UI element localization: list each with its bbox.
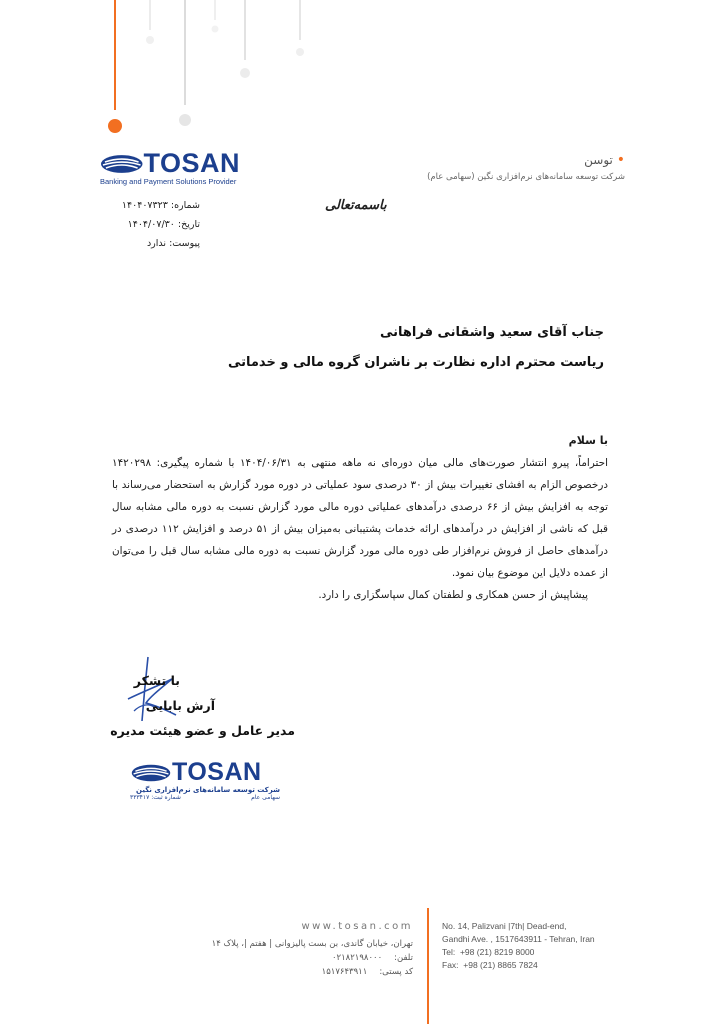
footer-website: www.tosan.com [301,921,413,932]
company-stamp [130,758,280,801]
brand-name: • توسن [584,152,625,168]
footer-phone-fa: تلفن: ۰۲۱۸۲۱۹۸۰۰۰ [331,953,413,963]
closing-thanks: با تشکر [133,673,180,688]
recipient-name: جناب آقای سعید واشقانی فراهانی [379,325,604,340]
footer-address-en-2: Gandhi Ave. , 1517643911 - Tehran, Iran [442,934,595,944]
stamp-registration: شماره ثبت: ۳۳۳۴۱۷ [130,794,181,801]
footer-fax: Fax: +98 (21) 8865 7824 [442,960,538,970]
stamp-wordmark: TOSAN [172,758,262,786]
greeting: با سلام [568,434,608,447]
reference-info [100,196,200,253]
letter-attachment: پیوست: ندارد [146,238,200,249]
stamp-globe-icon [130,762,172,784]
stamp-company-name: شرکت توسعه سامانه‌های نرم‌افزاری نگین [136,786,280,794]
footer-divider [427,908,429,1024]
recipient-block [228,318,604,378]
footer-persian [212,920,413,979]
drop-lines-graphic [0,0,725,140]
signature-block [110,668,295,743]
basmaleh: باسمه‌تعالی [325,198,387,213]
signatory-name: آرش بابایی [145,698,215,713]
letter-number: شماره: ۱۴۰۴۰۷۳۲۳ [121,200,200,211]
recipient-title: ریاست محترم اداره نظارت بر ناشران گروه مالی و خدماتی [227,355,604,370]
company-fullname: شرکت توسعه سامانه‌های نرم‌افزاری نگین (سهامی عام) [427,172,625,182]
letter-body [112,430,608,606]
stamp-company-type: سهامی عام [251,794,280,801]
company-header [427,152,625,182]
signatory-title: مدیر عامل و عضو هیئت مدیره [110,723,295,738]
footer-english [442,920,595,972]
footer-address-fa: تهران، خیابان گاندی، بن بست پالیزوانی | هفتم |، پلاک ۱۴ [211,939,413,949]
tosan-logo [100,148,240,186]
tosan-globe-icon [100,152,143,176]
logo-wordmark: TOSAN [143,148,240,178]
body-paragraph: احتراماً، پیرو انتشار صورت‌های مالی میان دوره‌ای نه ماهه منتهی به ۱۴۰۴/۰۶/۳۱ با شماره پیگیری: ۱۴۲۰۲۹۸ درخصوص الزام به افشای تغییرات بیش از ۳۰ درصدی سود عملیاتی در دوره مورد گزارش به استحضار می‌رساند با توجه به افزایش بیش از ۶۶ درصدی درآمدهای عملیاتی دوره مالی مورد گزارش نسبت به دوره مالی مشابه سال قبل که ناشی از افزایش در درآمدهای ارائه خدمات پشتیبانی به‌میزان بیش از ۵۱ درصد و افزایش ۱۱۲ درصدی در درآمدهای حاصل از فروش نرم‌افزار طی دوره مالی مورد گزارش نسبت به دوره مالی مشابه سال قبل را می‌توان از عمده دلایل این موضوع بیان نمود. [112,457,608,579]
footer-address-en-1: No. 14, Palizvani |7th| Dead-end, [442,921,567,931]
logo-tagline: Banking and Payment Solutions Provider [100,177,237,186]
footer-postal-fa: کد پستی: ۱۵۱۷۶۴۳۹۱۱ [321,967,413,977]
footer-tel: Tel: +98 (21) 8219 8000 [442,947,535,957]
orange-bullet-icon: • [616,152,625,168]
letter-date: تاریخ: ۱۴۰۴/۰۷/۳۰ [127,219,200,230]
body-closing-paragraph: پیشاپیش از حسن همکاری و لطفتان کمال سپاسگزاری را دارد. [318,589,588,601]
stamp-registration-row [130,794,280,801]
